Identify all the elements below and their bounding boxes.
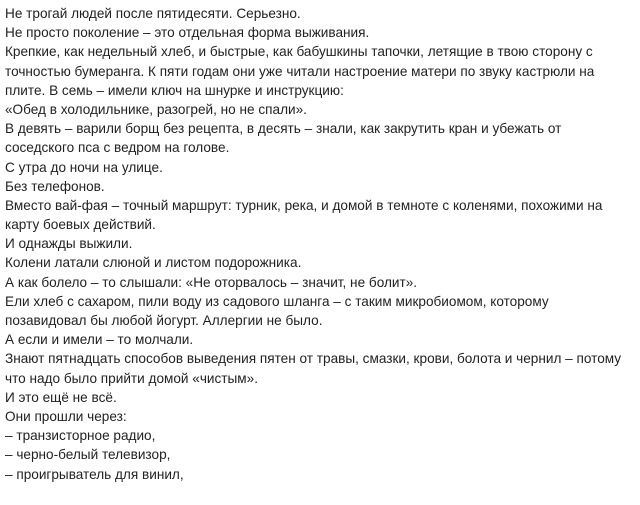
text-line-19: Знают пятнадцать способов выведения пятен от травы, смазки, крови, болота и чернил – потому [5,351,622,367]
text-line-24: – черно-белый телевизор, [5,447,171,463]
text-line-12: карту боевых действий. [5,217,156,233]
text-line-14: Колени латали слюной и листом подорожника. [5,255,302,271]
text-line-2: Не просто поколение – это отдельная форма выживания. [5,25,370,41]
text-line-8: соседского пса с ведром на голове. [5,140,230,156]
text-line-20: что надо было прийти домой «чистым». [5,370,258,386]
article-text [5,4,635,484]
text-line-9: С утра до ночи на улице. [5,159,163,175]
text-line-7: В девять – варили борщ без рецепта, в десять – знали, как закрутить кран и убежать от [5,121,562,137]
text-line-16: Ели хлеб с сахаром, пили воду из садового шланга – с таким микробиомом, которому [5,293,549,309]
text-line-22: Они прошли через: [5,408,127,424]
text-line-5: плите. В семь – имели ключ на шнурке и инструкцию: [5,82,344,98]
text-line-13: И однажды выжили. [5,236,133,252]
text-line-1: Не трогай людей после пятидесяти. Серьезно. [5,6,301,21]
text-line-10: Без телефонов. [5,178,105,194]
text-line-23: – транзисторное радио, [5,428,156,444]
text-line-6: «Обед в холодильнике, разогрей, но не спали». [5,101,307,117]
text-line-11: Вместо вай-фая – точный маршрут: турник, река, и домой в темноте с коленями, похожими на [5,197,603,213]
text-line-3: Крепкие, как недельный хлеб, и быстрые, как бабушкины тапочки, летящие в твою сторону с [5,44,593,60]
text-line-15: А как болело – то слышали: «Не оторвалось – значит, не болит». [5,274,418,290]
text-line-4: точностью бумеранга. К пяти годам они уже читали настроение матери по звуку кастрюли на [5,63,595,79]
text-line-21: И это ещё не всё. [5,389,117,405]
text-line-18: А если и имели – то молчали. [5,332,194,348]
text-line-17: позавидовал бы любой йогурт. Аллергии не было. [5,313,323,328]
text-line-25: – проигрыватель для винил, [5,466,184,482]
